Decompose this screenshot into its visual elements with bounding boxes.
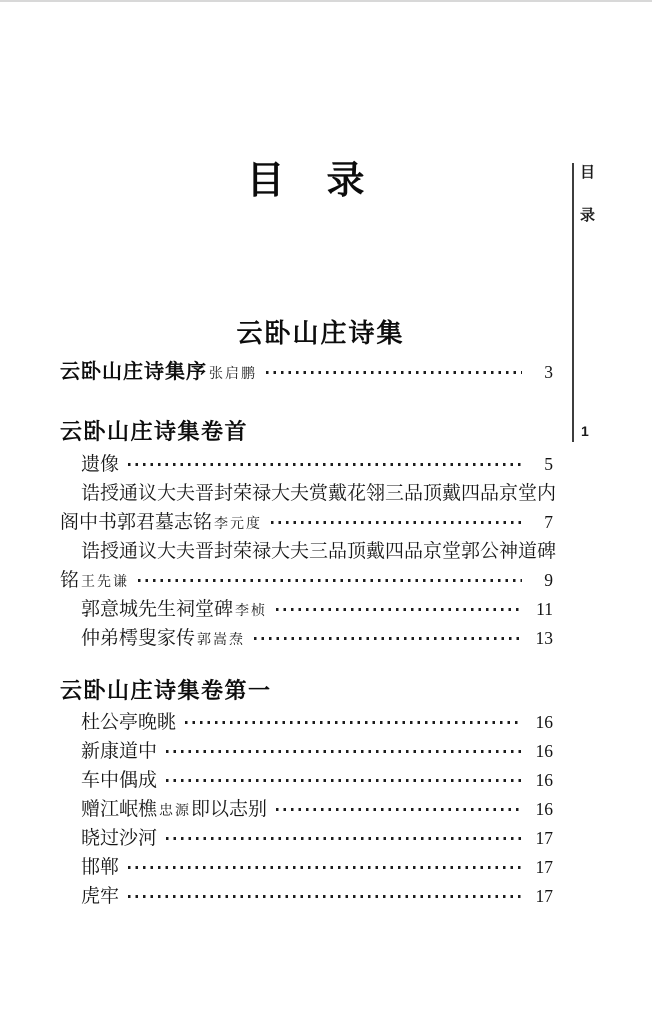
- dot-leader: [166, 779, 522, 782]
- toc-row: [60, 508, 553, 537]
- entry-title: 诰授通议大夫晋封荣禄大夫赏戴花翎三品顶戴四品京堂内: [81, 483, 557, 504]
- toc-row: [60, 624, 553, 653]
- toc-row: [60, 737, 553, 766]
- entry-page: 17: [535, 857, 553, 877]
- entry-page: 9: [544, 570, 553, 590]
- entry-title: 阁中书郭君墓志铭: [60, 512, 213, 533]
- dot-leader: [185, 721, 522, 724]
- entry-page: 5: [544, 454, 553, 474]
- page-title: 目 录: [246, 160, 367, 202]
- entry-title: 铭: [60, 570, 80, 591]
- toc-list: [60, 708, 553, 911]
- entry-title: 赠江岷樵: [81, 799, 158, 820]
- entry-author: 张启鹏: [209, 367, 257, 382]
- entry-author: 忠源: [159, 804, 192, 819]
- dot-leader: [276, 608, 522, 611]
- entry-page: 16: [535, 741, 553, 761]
- entry-title: 遗像: [81, 454, 120, 475]
- entry-page: 16: [535, 770, 553, 790]
- entry-page: 16: [535, 712, 553, 732]
- dot-leader: [271, 521, 522, 524]
- entry-author: 李桢: [235, 604, 268, 619]
- entry-page: 13: [535, 628, 553, 648]
- dot-leader: [266, 371, 522, 374]
- entry-title: 新康道中: [81, 741, 158, 762]
- toc-row: [60, 566, 553, 595]
- dot-leader: [128, 866, 522, 869]
- entry-title: 虎牢: [81, 886, 120, 907]
- entry-title: 郭意城先生祠堂碑: [81, 599, 234, 620]
- toc-row: [60, 479, 557, 508]
- toc-row: [60, 450, 553, 479]
- dot-leader: [128, 895, 522, 898]
- entry-title: 诰授通议大夫晋封荣禄大夫三品顶戴四品京堂郭公神道碑: [81, 541, 557, 562]
- toc-row: [60, 708, 553, 737]
- entry-author: 郭嵩焘: [197, 633, 246, 648]
- entry-title: 晓过沙河: [81, 828, 158, 849]
- toc-row: [60, 882, 553, 911]
- entry-suffix: 即以志别: [191, 799, 268, 820]
- toc-row: [60, 853, 553, 882]
- dot-leader: [254, 637, 522, 640]
- entry-author: 王先谦: [81, 575, 130, 590]
- toc-list: [60, 450, 557, 653]
- entry-title: 杜公亭晚眺: [81, 712, 177, 733]
- entry-page: 17: [535, 828, 553, 848]
- dot-leader: [128, 463, 522, 466]
- dot-leader: [276, 808, 522, 811]
- entry-page: 17: [535, 886, 553, 906]
- entry-page: 7: [544, 512, 553, 532]
- part-title: 云卧山庄诗集: [236, 318, 405, 348]
- toc-row: [60, 795, 553, 824]
- side-tab: [572, 163, 600, 442]
- toc-row: [60, 537, 557, 566]
- side-tab-label-bottom: 录: [580, 208, 596, 224]
- scan-edge-line: [0, 0, 652, 2]
- entry-title: 仲弟樗叟家传: [81, 628, 196, 649]
- entry-title: 车中偶成: [81, 770, 158, 791]
- toc-row: [60, 595, 553, 624]
- toc-row: [60, 766, 553, 795]
- entry-page: 11: [536, 599, 553, 619]
- entry-page: 16: [535, 799, 553, 819]
- section-heading: 云卧山庄诗集卷第一: [60, 678, 272, 703]
- entry-page: 3: [544, 362, 553, 382]
- entry-author: 李元度: [214, 517, 263, 532]
- side-tab-label-top: 目: [580, 165, 596, 181]
- margin-page-number: 1: [581, 423, 589, 439]
- entry-title: 云卧山庄诗集序: [60, 361, 207, 383]
- toc-row-preface: [60, 358, 553, 387]
- dot-leader: [166, 750, 522, 753]
- dot-leader: [166, 837, 522, 840]
- entry-title: 邯郸: [81, 857, 120, 878]
- section-heading: 云卧山庄诗集卷首: [60, 419, 249, 444]
- toc-row: [60, 824, 553, 853]
- dot-leader: [138, 579, 522, 582]
